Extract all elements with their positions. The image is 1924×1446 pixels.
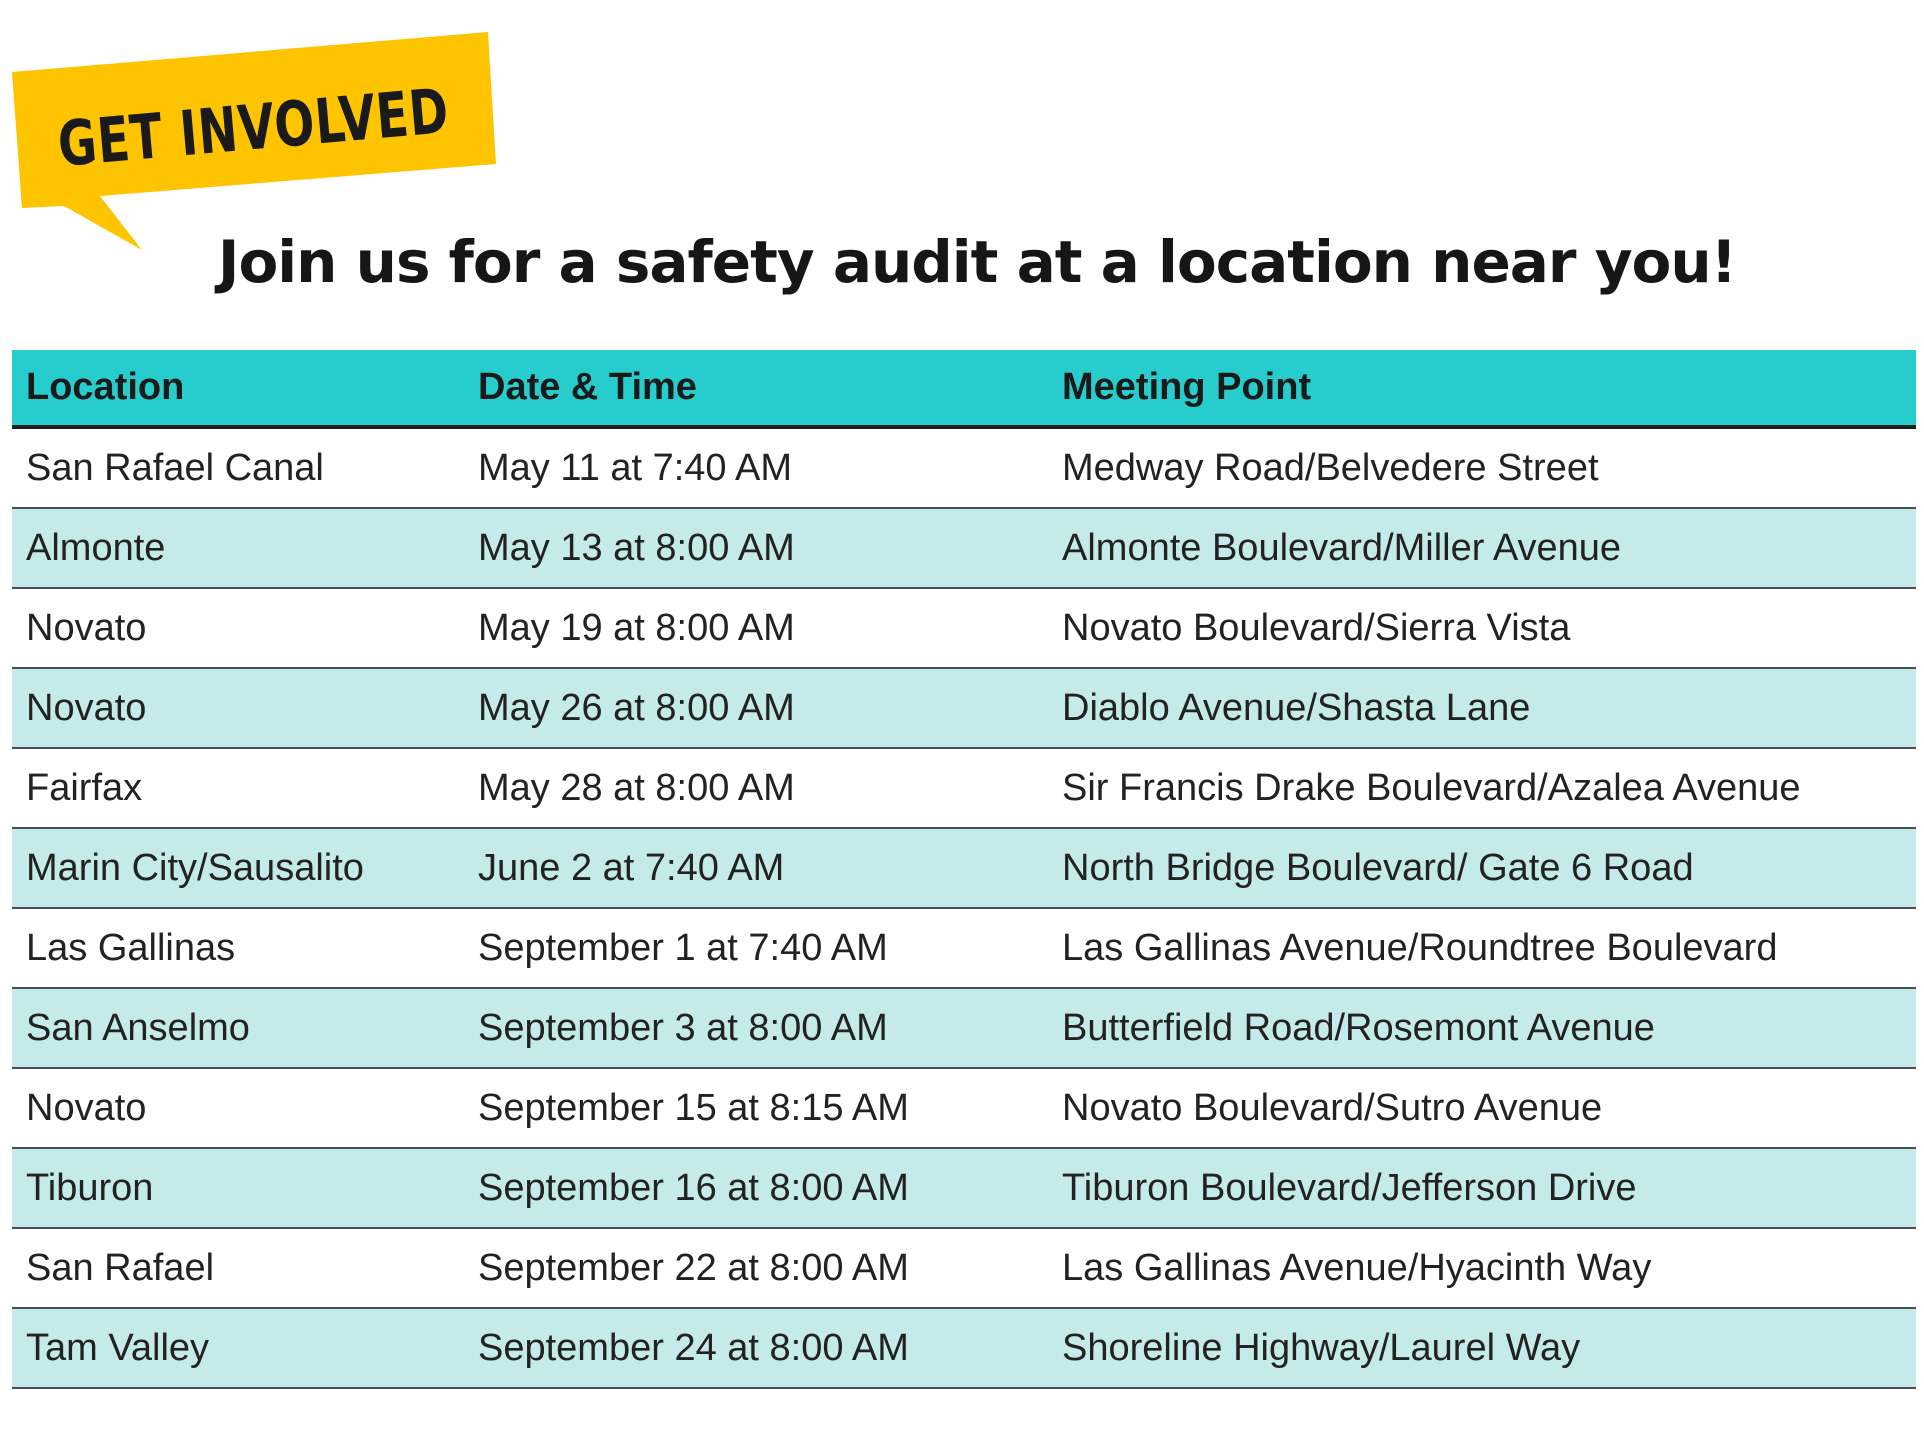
cell-date-time: September 22 at 8:00 AM xyxy=(478,1246,909,1289)
cell-location: Tam Valley xyxy=(26,1326,210,1369)
cell-location: Fairfax xyxy=(26,766,143,809)
cell-location: Novato xyxy=(26,686,147,729)
table-row xyxy=(12,509,1916,589)
cell-meeting-point: Shoreline Highway/Laurel Way xyxy=(1062,1326,1581,1369)
table-row xyxy=(12,1229,1916,1309)
table-row xyxy=(12,1309,1916,1389)
table-row xyxy=(12,1069,1916,1149)
page-heading: Join us for a safety audit at a location near you! xyxy=(217,228,1737,296)
get-involved-banner xyxy=(0,0,576,260)
cell-meeting-point: Novato Boulevard/Sutro Avenue xyxy=(1062,1086,1603,1129)
cell-meeting-point: Tiburon Boulevard/Jefferson Drive xyxy=(1062,1166,1637,1209)
cell-date-time: May 13 at 8:00 AM xyxy=(478,526,795,569)
cell-date-time: September 24 at 8:00 AM xyxy=(478,1326,909,1369)
cell-date-time: May 11 at 7:40 AM xyxy=(478,446,793,489)
column-header-meeting-point: Meeting Point xyxy=(1062,366,1312,408)
cell-date-time: September 1 at 7:40 AM xyxy=(478,926,888,969)
table-row xyxy=(12,669,1916,749)
cell-location: Tiburon xyxy=(26,1166,154,1209)
table-row xyxy=(12,749,1916,829)
cell-meeting-point: Las Gallinas Avenue/Hyacinth Way xyxy=(1062,1246,1652,1289)
cell-meeting-point: Las Gallinas Avenue/Roundtree Boulevard xyxy=(1062,926,1778,969)
cell-meeting-point: Diablo Avenue/Shasta Lane xyxy=(1062,686,1531,729)
table-row xyxy=(12,989,1916,1069)
cell-location: Almonte xyxy=(26,526,166,569)
table-row xyxy=(12,589,1916,669)
cell-location: San Rafael xyxy=(26,1246,215,1289)
cell-location: San Rafael Canal xyxy=(26,446,324,489)
cell-date-time: June 2 at 7:40 AM xyxy=(478,846,785,889)
cell-location: Las Gallinas xyxy=(26,926,236,969)
cell-date-time: September 15 at 8:15 AM xyxy=(478,1086,909,1129)
cell-date-time: May 26 at 8:00 AM xyxy=(478,686,795,729)
column-header-location: Location xyxy=(26,366,185,408)
cell-meeting-point: Novato Boulevard/Sierra Vista xyxy=(1062,606,1571,649)
cell-meeting-point: Medway Road/Belvedere Street xyxy=(1062,446,1599,489)
cell-meeting-point: Almonte Boulevard/Miller Avenue xyxy=(1062,526,1622,569)
table-body xyxy=(12,429,1916,1389)
banner-label: GET INVOLVED xyxy=(54,63,576,181)
table-row xyxy=(12,1149,1916,1229)
table-row xyxy=(12,829,1916,909)
table-row xyxy=(12,429,1916,509)
cell-meeting-point: Sir Francis Drake Boulevard/Azalea Avenue xyxy=(1062,766,1801,809)
cell-location: Marin City/Sausalito xyxy=(26,846,364,889)
cell-meeting-point: North Bridge Boulevard/ Gate 6 Road xyxy=(1062,846,1694,889)
column-header-date-time: Date & Time xyxy=(478,366,697,408)
table-header xyxy=(12,350,1916,429)
cell-location: San Anselmo xyxy=(26,1006,250,1049)
table-row xyxy=(12,909,1916,989)
audit-schedule-table xyxy=(12,350,1916,1389)
cell-date-time: September 16 at 8:00 AM xyxy=(478,1166,909,1209)
cell-location: Novato xyxy=(26,1086,147,1129)
cell-date-time: May 19 at 8:00 AM xyxy=(478,606,795,649)
cell-date-time: May 28 at 8:00 AM xyxy=(478,766,795,809)
cell-meeting-point: Butterfield Road/Rosemont Avenue xyxy=(1062,1006,1655,1049)
cell-location: Novato xyxy=(26,606,147,649)
cell-date-time: September 3 at 8:00 AM xyxy=(478,1006,888,1049)
